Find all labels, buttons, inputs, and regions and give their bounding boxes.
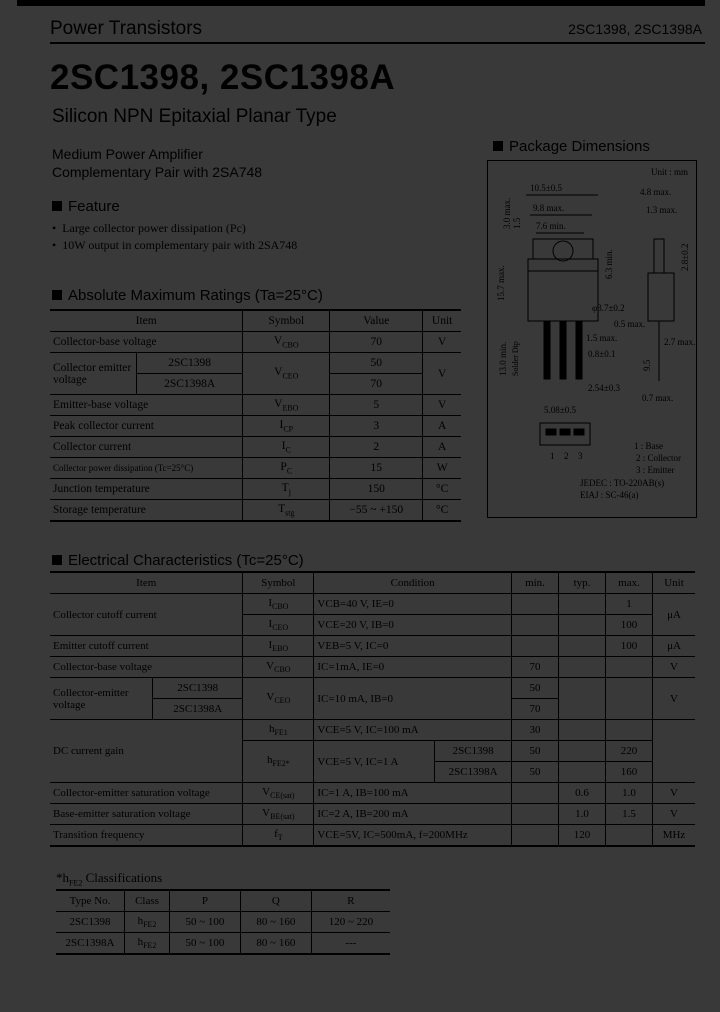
elec-heading-text: Electrical Characteristics (Tc=25°C) xyxy=(68,552,304,569)
page-title: 2SC1398, 2SC1398A xyxy=(50,58,396,97)
col-item: Item xyxy=(50,572,243,594)
dim-label: 1.5 max. xyxy=(586,333,618,343)
package-heading xyxy=(493,138,650,155)
table-row xyxy=(50,636,695,657)
p: 50 ~ 100 xyxy=(170,912,241,933)
unit: V xyxy=(653,657,696,678)
value: 3 xyxy=(330,416,423,437)
abs-max-heading-text: Absolute Maximum Ratings (Ta=25°C) xyxy=(68,287,323,304)
table-row xyxy=(56,912,390,933)
eiaj-label: EIAJ : SC-46(a) xyxy=(580,490,639,500)
jedec-label: JEDEC : TO-220AB(s) xyxy=(580,478,665,488)
pin-legend: 3 : Emitter xyxy=(636,465,675,475)
value: 150 xyxy=(330,479,423,500)
table-row xyxy=(50,783,695,804)
electrical-table xyxy=(50,571,695,847)
dim-label: Solder Dip xyxy=(511,341,520,376)
header-rule xyxy=(50,42,705,44)
item: Junction temperature xyxy=(50,479,243,500)
description-line: Medium Power Amplifier xyxy=(52,146,203,162)
table-row xyxy=(50,825,695,847)
variant: 2SC1398 xyxy=(435,741,512,762)
dim-label: 2.54±0.3 xyxy=(588,383,620,393)
col-type: Type No. xyxy=(56,890,125,912)
q: 80 ~ 160 xyxy=(240,912,311,933)
unit: V xyxy=(423,353,461,395)
table-row xyxy=(50,678,695,699)
col-class: Class xyxy=(125,890,170,912)
unit: A xyxy=(423,416,461,437)
item: Collector-emitter saturation voltage xyxy=(50,783,243,804)
min: 30 xyxy=(512,720,559,741)
header-part-numbers: 2SC1398, 2SC1398A xyxy=(568,21,702,37)
typ: 1.0 xyxy=(559,804,606,825)
col-max: max. xyxy=(606,572,653,594)
unit: V xyxy=(653,678,696,720)
symbol: $h_{FE1}$ xyxy=(243,720,314,741)
max: 1.5 xyxy=(606,804,653,825)
item: Collector emitter voltage xyxy=(50,353,137,395)
typ: 120 xyxy=(559,825,606,847)
variant: 2SC1398A xyxy=(137,374,243,395)
unit: V xyxy=(423,395,461,416)
variant: 2SC1398A xyxy=(153,699,243,720)
symbol: $T_{stg}$ xyxy=(243,500,330,522)
package-heading-text: Package Dimensions xyxy=(509,138,650,155)
symbol: $V_{CE(sat)}$ xyxy=(243,783,314,804)
item: Transition frequency xyxy=(50,825,243,847)
value: 5 xyxy=(330,395,423,416)
dim-label: 5.08±0.5 xyxy=(544,405,576,415)
feature-heading-text: Feature xyxy=(68,198,120,215)
symbol: $I_{CEO}$ xyxy=(243,615,314,636)
abs-max-table xyxy=(50,309,461,522)
table-row xyxy=(50,500,461,522)
col-symbol: Symbol xyxy=(243,310,330,332)
dim-label: 4.8 max. xyxy=(640,187,672,197)
feature-item: • Large collector power dissipation (Pc) xyxy=(52,221,246,235)
feature-item-text: 10W output in complementary pair with 2SA748 xyxy=(62,238,298,252)
pin-number: 2 xyxy=(564,451,569,461)
max: 160 xyxy=(606,762,653,783)
table-row xyxy=(50,353,461,374)
type: 2SC1398 xyxy=(56,912,125,933)
p: 50 ~ 100 xyxy=(170,933,241,955)
symbol: $I_{EBO}$ xyxy=(243,636,314,657)
max: 1 xyxy=(606,594,653,615)
abs-max-heading xyxy=(52,287,323,304)
hfe-class-table xyxy=(56,889,390,955)
item: DC current gain xyxy=(50,720,243,783)
variant: 2SC1398A xyxy=(435,762,512,783)
dim-label: 10.5±0.5 xyxy=(530,183,562,193)
r: --- xyxy=(311,933,390,955)
class: $h_{FE2}$ xyxy=(125,933,170,955)
feature-heading xyxy=(52,198,120,215)
top-bar xyxy=(17,0,705,6)
col-item: Item xyxy=(50,310,243,332)
col-unit: Unit xyxy=(423,310,461,332)
item: Collector power dissipation (Tc=25°C) xyxy=(50,458,243,479)
table-row xyxy=(50,479,461,500)
item: Collector-base voltage xyxy=(50,657,243,678)
variant: 2SC1398 xyxy=(153,678,243,699)
symbol: $I_{CBO}$ xyxy=(243,594,314,615)
dim-label: 9.8 max. xyxy=(533,203,565,213)
min: 50 xyxy=(512,741,559,762)
condition: VCB=40 V, IE=0 xyxy=(314,594,512,615)
condition: IC=10 mA, IB=0 xyxy=(314,678,512,720)
symbol: $V_{BE(sat)}$ xyxy=(243,804,314,825)
table-row xyxy=(50,395,461,416)
item: Base-emitter saturation voltage xyxy=(50,804,243,825)
table-row xyxy=(56,933,390,955)
unit: V xyxy=(653,804,696,825)
item: Collector-base voltage xyxy=(50,332,243,353)
value: 15 xyxy=(330,458,423,479)
min: 70 xyxy=(512,699,559,720)
package-outline-diagram xyxy=(488,161,696,517)
unit: W xyxy=(423,458,461,479)
dim-label: 13.0 min. xyxy=(498,341,508,376)
table-row xyxy=(50,416,461,437)
section-bullet-icon xyxy=(52,201,62,211)
min: 50 xyxy=(512,762,559,783)
value: 50 xyxy=(330,353,423,374)
symbol: $I_C$ xyxy=(243,437,330,458)
pin-number: 3 xyxy=(578,451,583,461)
dim-label: 0.7 max. xyxy=(642,393,674,403)
section-bullet-icon xyxy=(52,290,62,300)
feature-item: • 10W output in complementary pair with 2SA748 xyxy=(52,238,298,252)
condition: IC=1mA, IE=0 xyxy=(314,657,512,678)
unit: °C xyxy=(423,500,461,522)
symbol: $V_{CBO}$ xyxy=(243,332,330,353)
symbol: $I_{CP}$ xyxy=(243,416,330,437)
condition: VEB=5 V, IC=0 xyxy=(314,636,512,657)
pin-legend: 2 : Collector xyxy=(636,453,681,463)
dim-label: 1.5 xyxy=(512,217,522,229)
r: 120 ~ 220 xyxy=(311,912,390,933)
table-row xyxy=(50,594,695,615)
unit-label: Unit : mm xyxy=(650,167,688,177)
dim-label: 3.0 max. xyxy=(502,197,512,229)
col-p: P xyxy=(170,890,241,912)
min: 50 xyxy=(512,678,559,699)
typ: 0.6 xyxy=(559,783,606,804)
col-condition: Condition xyxy=(314,572,512,594)
value: 70 xyxy=(330,374,423,395)
symbol: $V_{CEO}$ xyxy=(243,353,330,395)
min: 70 xyxy=(512,657,559,678)
dim-label: 2.8±0.2 xyxy=(680,243,690,271)
table-row xyxy=(50,332,461,353)
unit: μA xyxy=(653,636,696,657)
table-row xyxy=(50,657,695,678)
elec-heading xyxy=(52,552,304,569)
dim-label: 9.5 xyxy=(642,359,652,371)
condition: VCE=20 V, IB=0 xyxy=(314,615,512,636)
item: Collector cutoff current xyxy=(50,594,243,636)
table-row xyxy=(50,437,461,458)
pin-number: 1 xyxy=(550,451,555,461)
item: Collector current xyxy=(50,437,243,458)
description-line: Complementary Pair with 2SA748 xyxy=(52,164,263,180)
table-row xyxy=(50,720,695,741)
table-header-row xyxy=(56,890,390,912)
col-min: min. xyxy=(512,572,559,594)
variant: 2SC1398 xyxy=(137,353,243,374)
table-row xyxy=(50,458,461,479)
dim-label: 0.5 max. xyxy=(614,319,646,329)
q: 80 ~ 160 xyxy=(240,933,311,955)
dim-label: 15.7 max. xyxy=(496,265,506,301)
symbol: $V_{CBO}$ xyxy=(243,657,314,678)
dim-label: 1.3 max. xyxy=(646,205,678,215)
col-value: Value xyxy=(330,310,423,332)
type: 2SC1398A xyxy=(56,933,125,955)
max: 220 xyxy=(606,741,653,762)
package-drawing xyxy=(487,160,697,518)
condition: VCE=5 V, IC=1 A xyxy=(314,741,435,783)
table-row xyxy=(50,804,695,825)
section-bullet-icon xyxy=(493,141,503,151)
col-unit: Unit xyxy=(653,572,696,594)
table-header-row xyxy=(50,310,461,332)
symbol: $V_{CEO}$ xyxy=(243,678,314,720)
unit: A xyxy=(423,437,461,458)
col-q: Q xyxy=(240,890,311,912)
item: Emitter-base voltage xyxy=(50,395,243,416)
dim-label: 2.7 max. xyxy=(664,337,696,347)
condition: VCE=5 V, IC=100 mA xyxy=(314,720,512,741)
max: 100 xyxy=(606,615,653,636)
class: $h_{FE2}$ xyxy=(125,912,170,933)
dim-label: 6.3 min. xyxy=(604,249,614,279)
header-category: Power Transistors xyxy=(50,18,203,39)
hfe-class-heading: $*h_{FE2}$ Classifications xyxy=(56,870,163,888)
condition: VCE=5V, IC=500mA, f=200MHz xyxy=(314,825,512,847)
symbol: $h_{FE2*}$ xyxy=(243,741,314,783)
item: Storage temperature xyxy=(50,500,243,522)
dim-label: 0.8±0.1 xyxy=(588,349,616,359)
value: 70 xyxy=(330,332,423,353)
item: Emitter cutoff current xyxy=(50,636,243,657)
section-bullet-icon xyxy=(52,555,62,565)
unit: V xyxy=(423,332,461,353)
feature-item-text: Large collector power dissipation (Pc) xyxy=(62,221,246,235)
unit: μA xyxy=(653,594,696,636)
value: 2 xyxy=(330,437,423,458)
unit: V xyxy=(653,783,696,804)
condition: IC=1 A, IB=100 mA xyxy=(314,783,512,804)
col-typ: typ. xyxy=(559,572,606,594)
max: 100 xyxy=(606,636,653,657)
pin-legend: 1 : Base xyxy=(634,441,663,451)
max: 1.0 xyxy=(606,783,653,804)
value: −55 ~ +150 xyxy=(330,500,423,522)
col-symbol: Symbol xyxy=(243,572,314,594)
dim-label: φ3.7±0.2 xyxy=(592,303,625,313)
condition: IC=2 A, IB=200 mA xyxy=(314,804,512,825)
symbol: $T_j$ xyxy=(243,479,330,500)
subtitle: Silicon NPN Epitaxial Planar Type xyxy=(52,106,337,127)
dim-label: 7.6 min. xyxy=(536,221,566,231)
unit: °C xyxy=(423,479,461,500)
col-r: R xyxy=(311,890,390,912)
symbol: $f_T$ xyxy=(243,825,314,847)
table-header-row xyxy=(50,572,695,594)
item: Peak collector current xyxy=(50,416,243,437)
unit: MHz xyxy=(653,825,696,847)
item: Collector-emitter voltage xyxy=(50,678,153,720)
symbol: $P_C$ xyxy=(243,458,330,479)
symbol: $V_{EBO}$ xyxy=(243,395,330,416)
